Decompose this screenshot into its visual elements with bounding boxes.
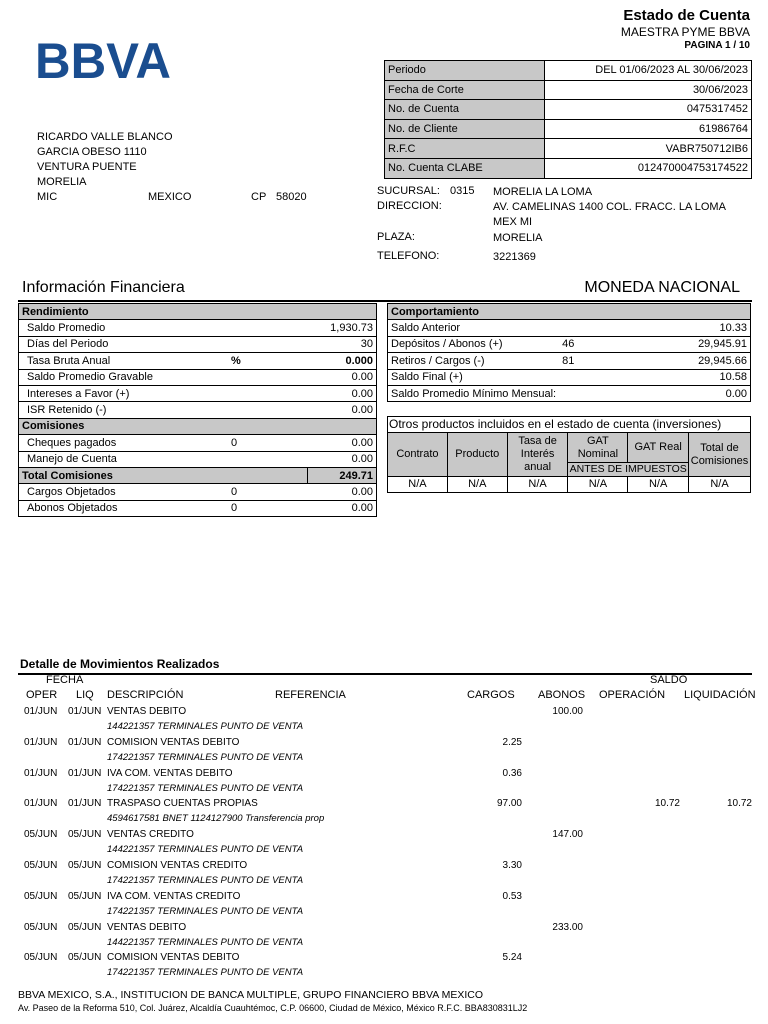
account-info-label: No. de Cliente <box>385 119 545 139</box>
movement-reference: 174221357 TERMINALES PUNTO DE VENTA <box>107 783 304 794</box>
movement-abono: 100.00 <box>552 706 583 717</box>
movement-oper: 05/JUN <box>24 891 58 902</box>
col-operacion-header: OPERACIÓN <box>599 689 666 701</box>
rendimiento-row-count <box>228 369 308 385</box>
movement-saldo-op: 10.72 <box>654 798 680 809</box>
comisiones-row <box>19 435 377 451</box>
currency-label: MONEDA NACIONAL <box>584 279 740 296</box>
customer-country: MEXICO <box>148 191 192 203</box>
comportamiento-row-value: 29,945.66 <box>660 353 750 369</box>
plaza-label: PLAZA: <box>377 231 415 243</box>
otros-productos-table <box>387 432 751 493</box>
comportamiento-table <box>387 303 751 402</box>
account-info-row <box>385 119 752 139</box>
comisiones-row-count <box>228 451 308 467</box>
movement-desc: VENTAS DEBITO <box>107 922 187 933</box>
movement-reference: 4594617581 BNET 1124127900 Transferencia prop <box>107 813 325 824</box>
customer-cp-label: CP <box>251 191 267 203</box>
rendimiento-row <box>19 402 377 418</box>
objetados-row-value: 0.00 <box>308 500 377 516</box>
account-info-row <box>385 80 752 100</box>
col-cargos-header: CARGOS <box>467 689 515 701</box>
account-info-value: 30/06/2023 <box>545 80 752 100</box>
movement-oper: 05/JUN <box>24 829 58 840</box>
customer-city: MORELIA <box>37 176 87 188</box>
statement-title: Estado de Cuenta <box>623 7 750 24</box>
movement-desc: TRASPASO CUENTAS PROPIAS <box>107 798 258 809</box>
movement-abono: 147.00 <box>552 829 583 840</box>
rendimiento-row-count <box>228 385 308 401</box>
plaza-value: MORELIA <box>493 232 543 244</box>
movement-desc: COMISION VENTAS DEBITO <box>107 737 240 748</box>
total-comisiones-label: Total Comisiones <box>19 467 308 483</box>
movement-oper: 01/JUN <box>24 768 58 779</box>
col-antes-impuestos: ANTES DE IMPUESTOS <box>569 463 687 475</box>
comisiones-row-count: 0 <box>228 435 308 451</box>
comisiones-row-value: 0.00 <box>308 435 377 451</box>
otros-value-cell: N/A <box>688 477 750 493</box>
objetados-row-count: 0 <box>228 500 308 516</box>
total-comisiones-value: 249.71 <box>308 467 377 483</box>
rendimiento-row-label: Días del Periodo <box>19 336 229 352</box>
col-liquidacion-header: LIQUIDACIÓN <box>684 689 756 701</box>
movement-row <box>0 706 768 736</box>
movement-row <box>0 737 768 767</box>
rendimiento-header-row <box>19 304 377 320</box>
rendimiento-row <box>19 353 377 369</box>
movement-oper: 01/JUN <box>24 737 58 748</box>
movement-reference: 144221357 TERMINALES PUNTO DE VENTA <box>107 937 304 948</box>
account-info-value: DEL 01/06/2023 AL 30/06/2023 <box>545 61 752 81</box>
rendimiento-row-value: 0.00 <box>308 369 377 385</box>
rendimiento-header: Rendimiento <box>19 304 377 320</box>
col-producto: Producto <box>447 433 507 477</box>
comisiones-row-label: Manejo de Cuenta <box>19 451 229 467</box>
comportamiento-row-count: 81 <box>559 353 660 369</box>
col-contrato: Contrato <box>388 433 448 477</box>
comportamiento-row-count: 46 <box>559 336 660 352</box>
branch-info <box>377 185 752 265</box>
otros-value-cell: N/A <box>568 477 628 493</box>
movement-oper: 01/JUN <box>24 706 58 717</box>
comportamiento-row <box>388 385 751 401</box>
objetados-row <box>19 500 377 516</box>
movement-liq: 01/JUN <box>68 798 102 809</box>
total-comisiones-row <box>19 467 377 483</box>
account-info-label: R.F.C <box>385 139 545 159</box>
comisiones-header: Comisiones <box>19 418 377 434</box>
account-info-label: Fecha de Corte <box>385 80 545 100</box>
rendimiento-row-value: 1,930.73 <box>308 320 377 336</box>
movement-row <box>0 768 768 798</box>
comportamiento-row <box>388 353 751 369</box>
customer-street: GARCIA OBESO 1110 <box>37 146 147 158</box>
movement-liq: 01/JUN <box>68 737 102 748</box>
rendimiento-row-value: 30 <box>308 336 377 352</box>
movement-desc: IVA COM. VENTAS DEBITO <box>107 768 233 779</box>
account-info-value: 012470004753174522 <box>545 158 752 178</box>
col-gat-real: GAT Real <box>628 433 689 463</box>
comportamiento-row-value: 10.33 <box>660 320 750 336</box>
comportamiento-row <box>388 320 751 336</box>
customer-colony: VENTURA PUENTE <box>37 161 137 173</box>
movement-cargo: 0.36 <box>502 768 522 779</box>
comisiones-row-value: 0.00 <box>308 451 377 467</box>
otros-value-cell: N/A <box>447 477 507 493</box>
movement-cargo: 0.53 <box>502 891 522 902</box>
movement-cargo: 2.25 <box>502 737 522 748</box>
rendimiento-row-label: Saldo Promedio Gravable <box>19 369 229 385</box>
comportamiento-row-value: 0.00 <box>660 385 750 401</box>
movement-row <box>0 798 768 828</box>
rendimiento-row-label: Tasa Bruta Anual <box>19 353 229 369</box>
otros-value-cell: N/A <box>388 477 448 493</box>
movement-row <box>0 952 768 982</box>
rendimiento-row-value: 0.00 <box>308 402 377 418</box>
col-liq-header: LIQ <box>76 689 94 701</box>
movements-divider <box>18 673 752 675</box>
movements-title: Detalle de Movimientos Realizados <box>20 657 220 671</box>
movement-liq: 05/JUN <box>68 922 102 933</box>
movement-reference: 144221357 TERMINALES PUNTO DE VENTA <box>107 721 304 732</box>
rendimiento-row-label: Saldo Promedio <box>19 320 229 336</box>
movement-oper: 05/JUN <box>24 922 58 933</box>
objetados-row-label: Cargos Objetados <box>19 484 229 500</box>
comportamiento-row-label: Depósitos / Abonos (+) <box>388 336 560 352</box>
comisiones-row <box>19 451 377 467</box>
movement-cargo: 5.24 <box>502 952 522 963</box>
comportamiento-row-label: Retiros / Cargos (-) <box>388 353 560 369</box>
objetados-row-count: 0 <box>228 484 308 500</box>
customer-cp: 58020 <box>276 191 307 203</box>
movement-oper: 05/JUN <box>24 860 58 871</box>
footer-address: Av. Paseo de la Reforma 510, Col. Juárez, Alcaldía Cuauhtémoc, C.P. 06600, Ciudad de México, México R.F.C. BBA830831LJ2 <box>18 1003 528 1013</box>
objetados-row-value: 0.00 <box>308 484 377 500</box>
rendimiento-table <box>18 303 377 517</box>
sucursal-name: MORELIA LA LOMA <box>493 186 593 198</box>
movement-desc: VENTAS DEBITO <box>107 706 187 717</box>
rendimiento-row-label: Intereses a Favor (+) <box>19 385 229 401</box>
col-saldo-header: SALDO <box>650 674 688 686</box>
comportamiento-row-count <box>559 320 660 336</box>
otros-productos-title: Otros productos incluidos en el estado de cuenta (inversiones) <box>387 416 751 432</box>
movement-oper: 01/JUN <box>24 798 58 809</box>
account-info-row <box>385 139 752 159</box>
movement-desc: IVA COM. VENTAS CREDITO <box>107 891 241 902</box>
movement-reference: 174221357 TERMINALES PUNTO DE VENTA <box>107 906 304 917</box>
movement-liq: 05/JUN <box>68 860 102 871</box>
movement-liq: 05/JUN <box>68 891 102 902</box>
footer-legal: BBVA MEXICO, S.A., INSTITUCION DE BANCA MULTIPLE, GRUPO FINANCIERO BBVA MEXICO <box>18 989 484 1001</box>
comisiones-header-row <box>19 418 377 434</box>
comportamiento-row-value: 29,945.91 <box>660 336 750 352</box>
movement-desc: COMISION VENTAS CREDITO <box>107 860 248 871</box>
rendimiento-row-count <box>228 336 308 352</box>
movement-row <box>0 829 768 859</box>
movement-reference: 174221357 TERMINALES PUNTO DE VENTA <box>107 752 304 763</box>
movement-cargo: 97.00 <box>496 798 522 809</box>
account-info-table <box>384 60 752 179</box>
customer-state: MIC <box>37 191 58 203</box>
financial-info-title: Información Financiera <box>22 279 185 296</box>
account-info-row <box>385 61 752 81</box>
comportamiento-row-label: Saldo Anterior <box>388 320 560 336</box>
movement-liq: 01/JUN <box>68 768 102 779</box>
comportamiento-row-count <box>559 385 660 401</box>
product-name: MAESTRA PYME BBVA <box>620 25 750 39</box>
logo-text: BBVA <box>35 36 171 80</box>
movement-abono: 233.00 <box>552 922 583 933</box>
movement-row <box>0 922 768 952</box>
account-info-value: 0475317452 <box>545 100 752 120</box>
rendimiento-row-count <box>228 320 308 336</box>
customer-name: RICARDO VALLE BLANCO <box>37 131 173 143</box>
comportamiento-row-value: 10.58 <box>660 369 750 385</box>
comportamiento-row <box>388 336 751 352</box>
col-gat-nominal: GAT Nominal <box>568 433 628 463</box>
movement-desc: COMISION VENTAS DEBITO <box>107 952 240 963</box>
account-info-label: No. Cuenta CLABE <box>385 158 545 178</box>
rendimiento-row <box>19 320 377 336</box>
direccion-value: AV. CAMELINAS 1400 COL. FRACC. LA LOMA MEX MI <box>493 201 726 228</box>
account-info-row <box>385 158 752 178</box>
rendimiento-row <box>19 385 377 401</box>
account-info-label: No. de Cuenta <box>385 100 545 120</box>
customer-address <box>37 130 307 205</box>
movement-row <box>0 860 768 890</box>
movement-reference: 144221357 TERMINALES PUNTO DE VENTA <box>107 844 304 855</box>
comportamiento-header: Comportamiento <box>388 304 751 320</box>
bbva-logo <box>35 36 171 80</box>
comisiones-row-label: Cheques pagados <box>19 435 229 451</box>
col-tasa: Tasa de Interés anual <box>507 433 568 477</box>
objetados-row-label: Abonos Objetados <box>19 500 229 516</box>
sucursal-label: SUCURSAL: <box>377 185 440 197</box>
section-divider <box>18 300 752 302</box>
rendimiento-row-count: % <box>228 353 308 369</box>
movement-liq: 05/JUN <box>68 952 102 963</box>
otros-value-cell: N/A <box>628 477 689 493</box>
movement-desc: VENTAS CREDITO <box>107 829 194 840</box>
movement-oper: 05/JUN <box>24 952 58 963</box>
telefono-label: TELEFONO: <box>377 250 440 262</box>
movement-cargo: 3.30 <box>502 860 522 871</box>
rendimiento-row <box>19 336 377 352</box>
telefono-value: 3221369 <box>493 251 536 263</box>
rendimiento-row-count <box>228 402 308 418</box>
page-indicator: PAGINA 1 / 10 <box>684 40 750 51</box>
comportamiento-row-count <box>559 369 660 385</box>
comportamiento-row <box>388 369 751 385</box>
account-info-label: Periodo <box>385 61 545 81</box>
col-oper-header: OPER <box>26 689 58 701</box>
movement-saldo-liq: 10.72 <box>726 798 752 809</box>
col-total-comisiones: Total de Comisiones <box>688 433 750 477</box>
col-fecha-header: FECHA <box>46 674 84 686</box>
objetados-row <box>19 484 377 500</box>
comportamiento-header-row <box>388 304 751 320</box>
movement-row <box>0 891 768 921</box>
rendimiento-row-value: 0.000 <box>308 353 377 369</box>
rendimiento-row-value: 0.00 <box>308 385 377 401</box>
account-info-row <box>385 100 752 120</box>
account-info-value: VABR750712IB6 <box>545 139 752 159</box>
rendimiento-row <box>19 369 377 385</box>
movement-reference: 174221357 TERMINALES PUNTO DE VENTA <box>107 875 304 886</box>
col-abonos-header: ABONOS <box>538 689 586 701</box>
movement-reference: 174221357 TERMINALES PUNTO DE VENTA <box>107 967 304 978</box>
rendimiento-row-label: ISR Retenido (-) <box>19 402 229 418</box>
comportamiento-row-label: Saldo Final (+) <box>388 369 560 385</box>
otros-value-cell: N/A <box>507 477 568 493</box>
movement-liq: 01/JUN <box>68 706 102 717</box>
movement-liq: 05/JUN <box>68 829 102 840</box>
col-descripcion-header: DESCRIPCIÓN <box>107 689 184 701</box>
comportamiento-row-label: Saldo Promedio Mínimo Mensual: <box>388 385 560 401</box>
col-referencia-header: REFERENCIA <box>275 689 346 701</box>
direccion-label: DIRECCION: <box>377 200 442 212</box>
account-info-value: 61986764 <box>545 119 752 139</box>
sucursal-number: 0315 <box>450 185 475 197</box>
